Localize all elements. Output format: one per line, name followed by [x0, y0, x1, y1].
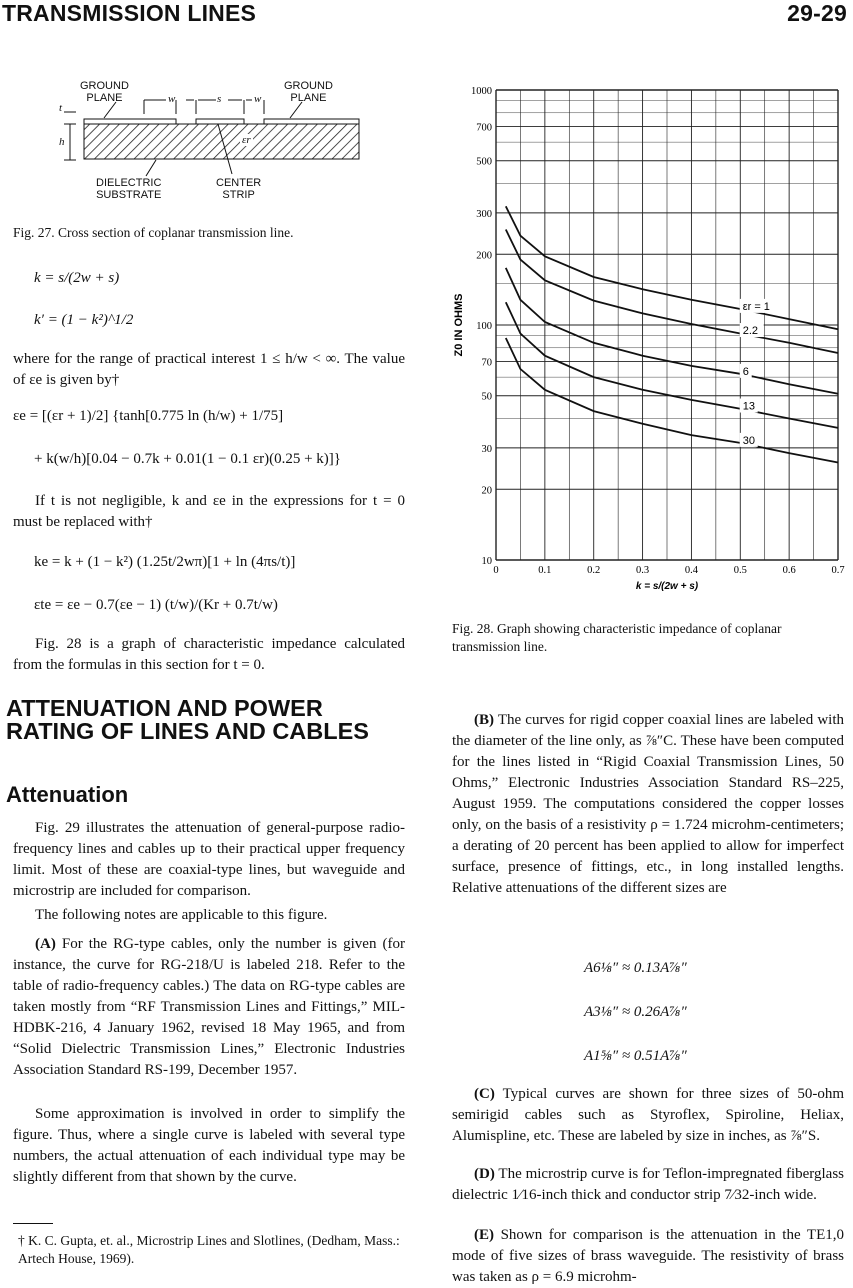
y-tick-label: 70	[481, 357, 492, 369]
paragraph-approximation: Some approximation is involved in order to simplify the figure. Thus, where a single curve is labeled with several type numbers, the actual attenuation of each individual type may be slightly different from that shown by the curve.	[13, 1106, 405, 1185]
equation-k: k = s/(2w + s)	[34, 270, 120, 286]
series-line	[506, 338, 838, 463]
x-tick-label: 0.4	[684, 565, 698, 576]
y-axis-label: Z0 IN OHMS	[453, 293, 465, 357]
equation-text-2: If t is not negligible, k and εe in the expressions for t = 0 must be replaced with†	[13, 493, 405, 530]
equation-eps-e-1: εe = [(εr + 1)/2] {tanh[0.775 ln (h/w) + 1/75]	[13, 408, 284, 424]
y-tick-label: 50	[481, 391, 492, 403]
series-line	[506, 230, 838, 354]
coplanar-cross-section-diagram	[56, 78, 366, 208]
text-c: Typical curves are shown for three sizes of 50-ohm semirigid cables such as Styroflex, Spiroline, Heliax, Alumispline, etc. These are labeled by size in inches, as ⅞″S.	[452, 1086, 844, 1144]
x-tick-label: 0	[493, 565, 499, 576]
x-tick-label: 0.6	[782, 565, 796, 576]
w-left-label: w	[168, 93, 176, 105]
ratio-6-1-8: A6⅛″ ≈ 0.13A⅞″	[584, 960, 687, 976]
y-tick-label: 700	[476, 122, 492, 134]
series-label: 6	[742, 365, 749, 378]
paragraph-e	[452, 1225, 844, 1288]
label-a: (A)	[35, 936, 56, 952]
ground-plane-left-label: GROUND PLANE	[80, 80, 129, 104]
series-line	[506, 302, 838, 428]
paragraph-c	[452, 1084, 844, 1147]
series-label: 30	[742, 434, 755, 447]
text-b: The curves for rigid copper coaxial lines are labeled with the diameter of the line only, as ⅞″C. These have been computed for the lines listed in “Rigid Coaxial Transmission Lines, 50 Ohms,” Electronic Industries Association Standard RS–225, August 1959. The computations considered the copper losses only, on the basis of a resistivity ρ = 1.724 microhm-centimeters; a derating of 20 percent has been applied to allow for imperfect surface, presence of fittings, etc., in long installed lengths. Relative attenuations of the different sizes are	[452, 712, 844, 896]
fig27-caption: Fig. 27. Cross section of coplanar transmission line.	[13, 225, 294, 240]
running-header-title: TRANSMISSION LINES	[2, 0, 257, 26]
equation-text-1: where for the range of practical interest 1 ≤ h/w < ∞. The value of εe is given by†	[13, 351, 405, 388]
dielectric-substrate-label: DIELECTRIC SUBSTRATE	[96, 177, 162, 201]
paragraph-d	[452, 1164, 844, 1206]
equation-eps-t-e: εte = εe − 0.7(εe − 1) (t/w)/(Kr + 0.7t/w)	[34, 597, 278, 613]
impedance-chart	[440, 78, 848, 608]
equation-text-3: Fig. 28 is a graph of characteristic impedance calculated from the formulas in this section for t = 0.	[13, 636, 405, 673]
x-tick-label: 0.1	[538, 565, 552, 576]
x-tick-label: 0.5	[733, 565, 747, 576]
subsection-heading: Attenuation	[6, 782, 129, 807]
paragraph-a	[13, 934, 405, 1081]
h-label: h	[59, 136, 65, 148]
y-tick-label: 30	[481, 443, 492, 455]
fig28-caption: Fig. 28. Graph showing characteristic impedance of coplanar transmission line.	[452, 621, 782, 654]
y-tick-label: 300	[476, 208, 492, 220]
label-c: (C)	[474, 1086, 495, 1102]
label-b: (B)	[474, 712, 494, 728]
y-tick-label: 1000	[471, 86, 492, 97]
ratio-3-1-8: A3⅛″ ≈ 0.26A⅞″	[584, 1004, 687, 1020]
text-d: The microstrip curve is for Teflon-impregnated fiberglass dielectric 1⁄16-inch thick and conductor strip 7⁄32-inch wide.	[452, 1166, 844, 1203]
series-label: εr = 1	[742, 300, 770, 313]
paragraph-notes: The following notes are applicable to this figure.	[35, 907, 328, 923]
center-strip-label: CENTER STRIP	[216, 177, 262, 201]
footnote-rule	[13, 1223, 53, 1224]
x-tick-label: 0.2	[587, 565, 601, 576]
s-label: s	[217, 93, 222, 105]
series-label: 13	[742, 400, 755, 413]
footnote: † K. C. Gupta, et. al., Microstrip Lines and Slotlines, (Dedham, Mass.: Artech House, 1969).	[18, 1233, 400, 1266]
series-line	[506, 268, 838, 394]
equation-eps-e-2: + k(w/h)[0.04 − 0.7k + 0.01(1 − 0.1 εr)(0.25 + k)]}	[34, 451, 342, 467]
x-tick-label: 0.7	[831, 565, 845, 576]
y-tick-label: 10	[481, 556, 492, 567]
er-label: εr	[242, 134, 251, 146]
ratio-1-5-8: A1⅝″ ≈ 0.51A⅞″	[584, 1048, 687, 1064]
paragraph-intro: Fig. 29 illustrates the attenuation of general-purpose radio-frequency lines and cables up to their practical upper frequency limit. Most of these are coaxial-type lines, but waveguide and microstrip are included for comparison.	[13, 820, 405, 899]
label-e: (E)	[474, 1227, 494, 1243]
y-tick-label: 200	[476, 250, 492, 262]
t-label: t	[59, 102, 63, 114]
text-a: For the RG-type cables, only the number is given (for instance, the curve for RG-218/U is labeled 218. Refer to the table of radio-frequency cables.) The data on RG-type cables are taken mostly from “RF Transmission Lines and Fittings,” MIL-HDBK-216, 4 January 1962, revised 18 May 1965, and from “Solid Dielectric Transmission Lines,” Electronic Industries Association Standard RS-199, December 1957.	[13, 936, 405, 1078]
series-line	[506, 206, 838, 329]
equation-k-e: ke = k + (1 − k²) (1.25t/2wπ)[1 + ln (4πs/t)]	[34, 554, 296, 570]
y-tick-label: 500	[476, 156, 492, 168]
impedance-chart-svg	[440, 78, 848, 608]
series-label: 2.2	[742, 325, 759, 338]
w-right-label: w	[254, 93, 262, 105]
y-tick-label: 20	[481, 485, 492, 497]
x-tick-label: 0.3	[636, 565, 650, 576]
section-heading: ATTENUATION AND POWER RATING OF LINES AND CABLES	[6, 695, 369, 744]
label-d: (D)	[474, 1166, 495, 1182]
equation-k-prime: k′ = (1 − k²)^1/2	[34, 312, 134, 328]
text-e: Shown for comparison is the attenuation in the TE1,0 mode of five sizes of brass waveguide. The resistivity of brass was taken as ρ = 6.9 microhm-	[452, 1227, 844, 1285]
ground-plane-right-label: GROUND PLANE	[284, 80, 333, 104]
y-tick-label: 100	[476, 321, 492, 332]
page-number: 29-29	[787, 0, 847, 26]
x-axis-label: k = s/(2w + s)	[635, 581, 699, 592]
paragraph-b	[452, 710, 844, 899]
